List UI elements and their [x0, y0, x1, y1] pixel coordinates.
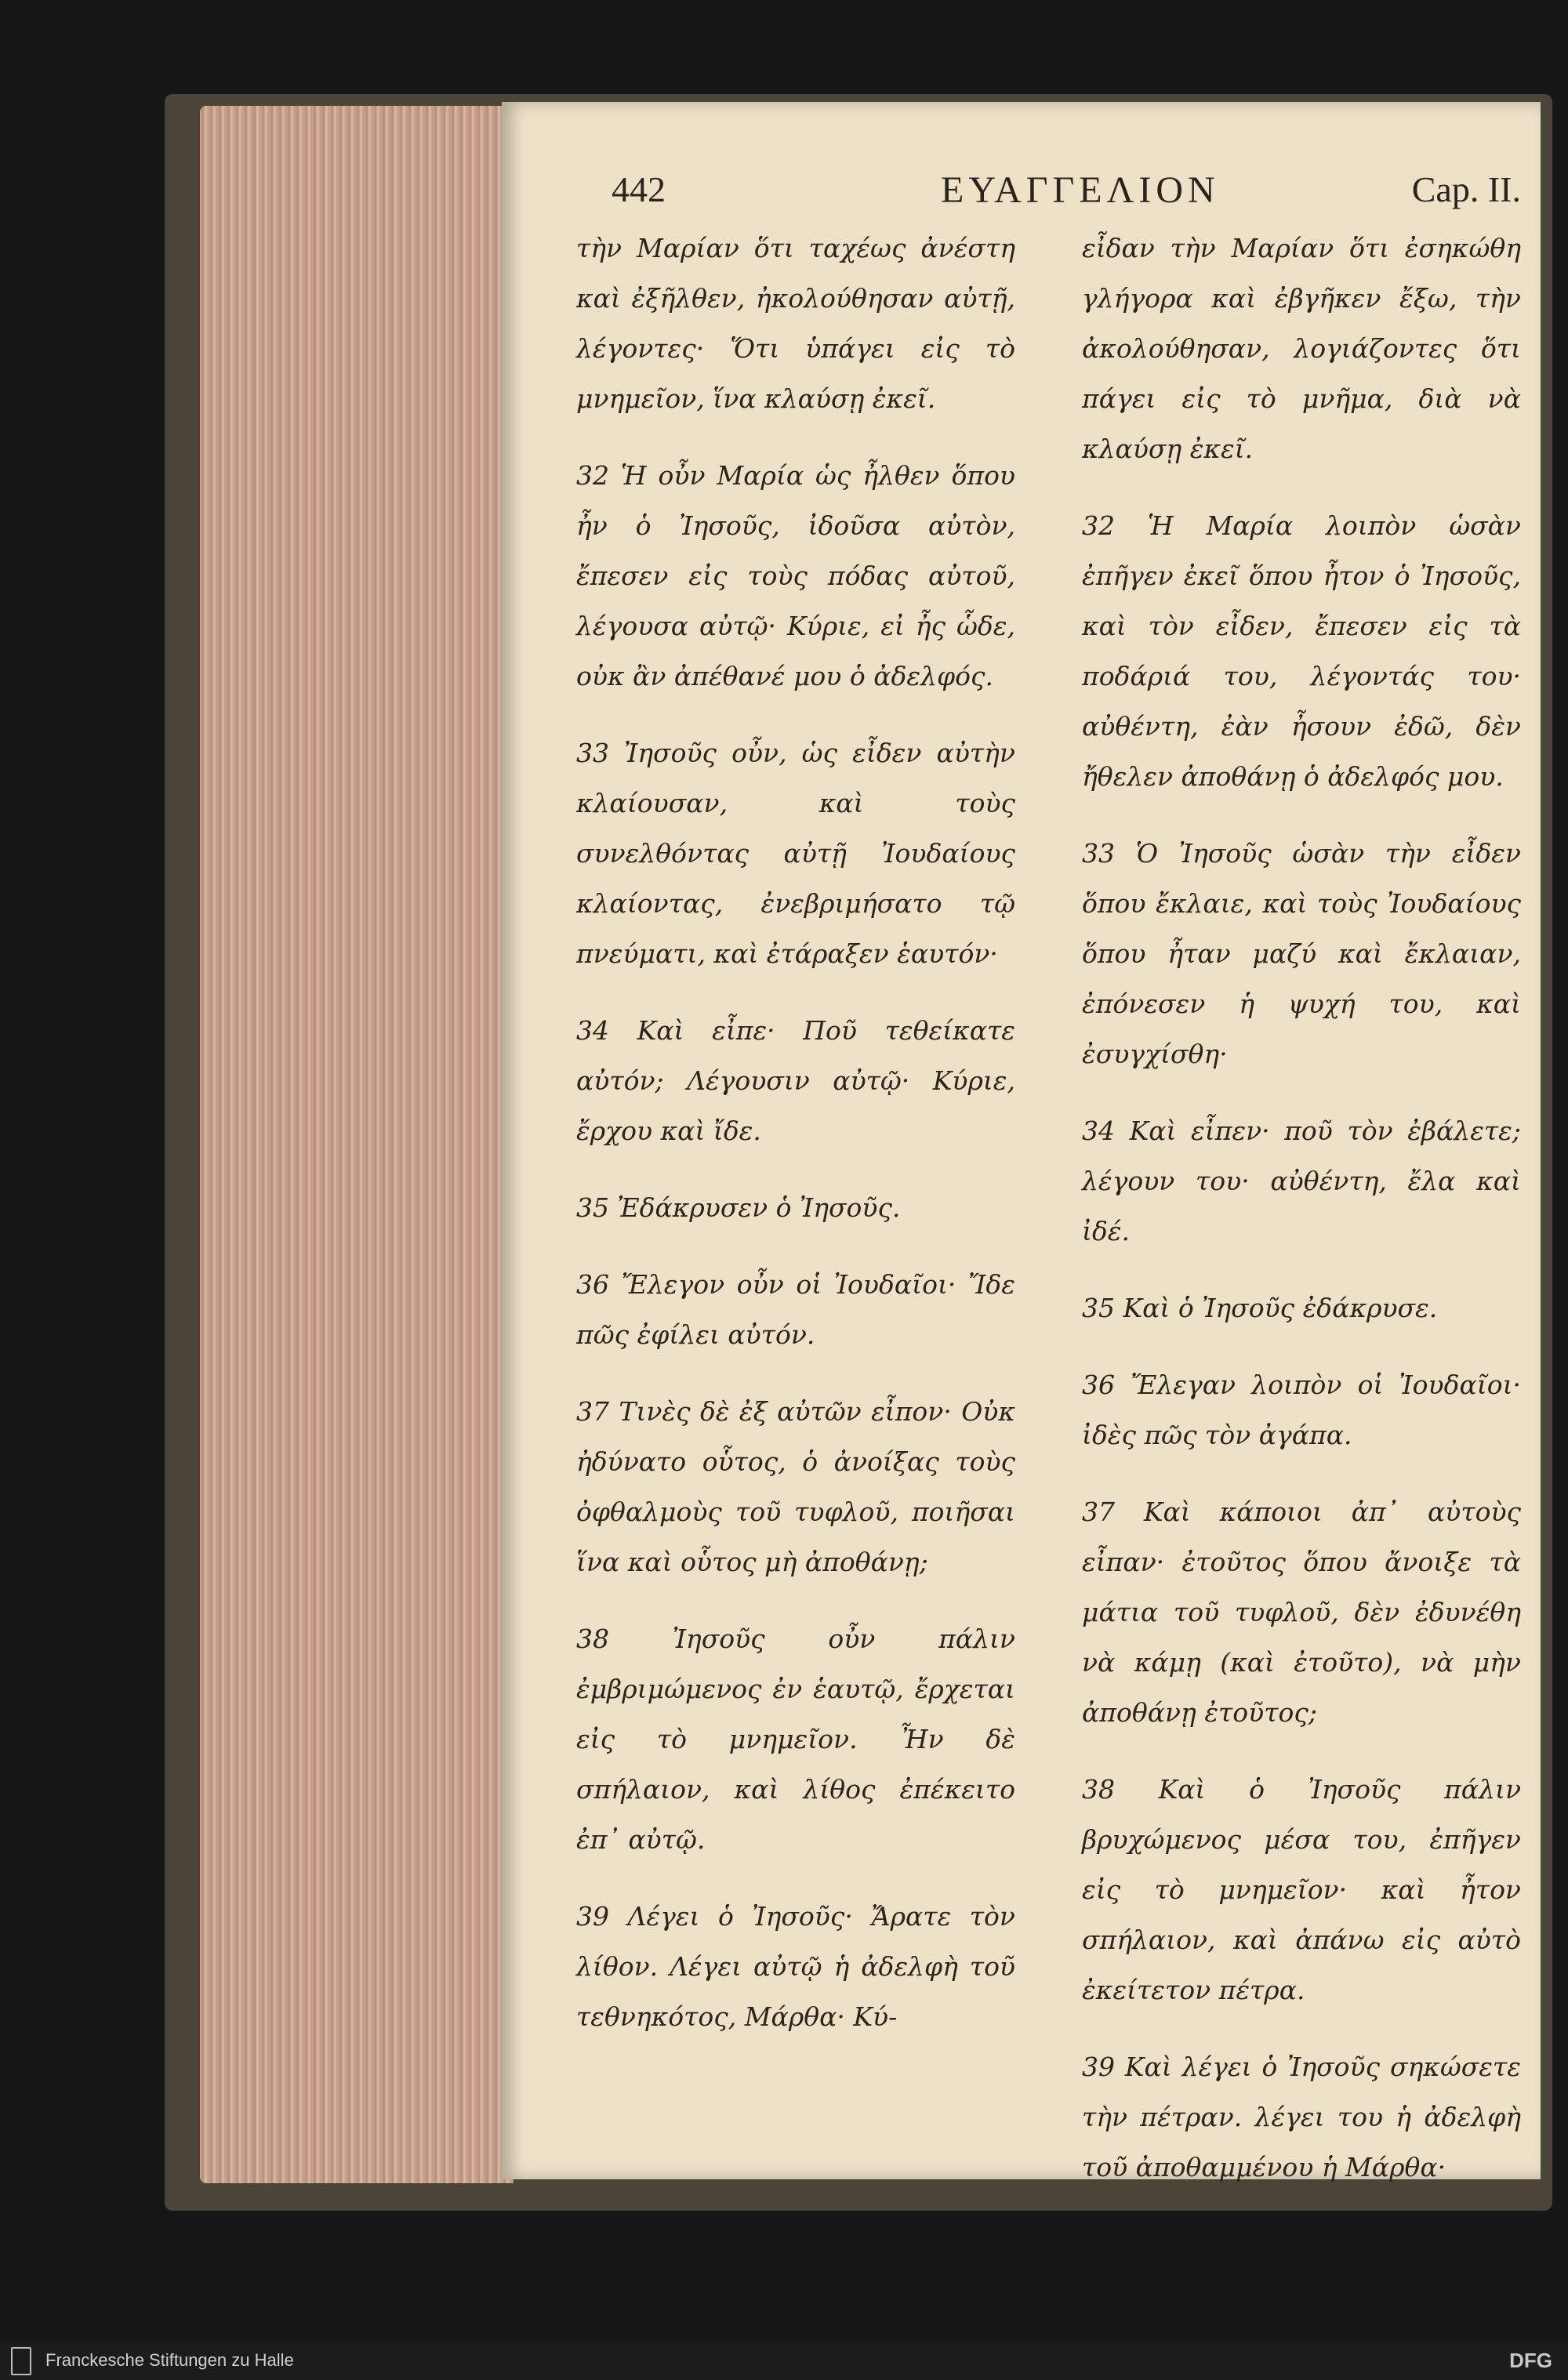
verse-32: 32 Ἡ Μαρία λοιπὸν ὡσὰν ἐπῆγεν ἐκεῖ ὅπου ἦτον ὁ Ἰησοῦς, καὶ τὸν εἶδεν, ἔπεσεν εἰς τὰ ποδάριά του, λέγοντάς του· αὐθέντη, ἐὰν ἦσουν ἐδῶ, δὲν ἤθελεν ἀποθάνῃ ὁ ἀδελφός μου.: [1082, 510, 1521, 792]
dfg-logo: DFG: [1509, 2349, 1552, 2372]
library-name: Franckesche Stiftungen zu Halle: [45, 2350, 294, 2370]
verse-39: 39 Λέγει ὁ Ἰησοῦς· Ἄρατε τὸν λίθον. Λέγει αὐτῷ ἡ ἀδελφὴ τοῦ τεθνηκότος, Μάρθα· Κύ-: [576, 1901, 1015, 2032]
verse-35: 35 Ἐδάκρυσεν ὁ Ἰησοῦς.: [576, 1192, 901, 1223]
verse-34: 34 Καὶ εἶπε· Ποῦ τεθείκατε αὐτόν; Λέγουσιν αὐτῷ· Κύριε, ἔρχου καὶ ἴδε.: [576, 1015, 1015, 1146]
verse-33: 33 Ὁ Ἰησοῦς ὡσὰν τὴν εἶδεν ὅπου ἔκλαιε, καὶ τοὺς Ἰουδαίους ὅπου ἦταν μαζύ καὶ ἔκλαιαν, ἐπόνεσεν ἡ ψυχή του, καὶ ἐσυγχίσθη·: [1082, 838, 1521, 1069]
verse-35: 35 Καὶ ὁ Ἰησοῦς ἐδάκρυσε.: [1082, 1293, 1438, 1323]
library-logo-icon: [11, 2347, 31, 2375]
verse-32: 32 Ἡ οὖν Μαρία ὡς ἦλθεν ὅπου ἦν ὁ Ἰησοῦς, ἰδοῦσα αὐτὸν, ἔπεσεν εἰς τοὺς πόδας αὐτοῦ, λέγουσα αὐτῷ· Κύριε, εἰ ἦς ὧδε, οὐκ ἂν ἀπέθανέ μου ὁ ἀδελφός.: [576, 460, 1015, 691]
verse-38: 38 Ἰησοῦς οὖν πάλιν ἐμβριμώμενος ἐν ἑαυτῷ, ἔρχεται εἰς τὸ μνημεῖον. Ἦν δὲ σπήλαιον, καὶ λίθος ἐπέκειτο ἐπ᾽ αὐτῷ.: [576, 1624, 1015, 1855]
right-column-modern-greek: [1082, 223, 1521, 2219]
verse-38: 38 Καὶ ὁ Ἰησοῦς πάλιν βρυχώμενος μέσα του, ἐπῆγεν εἰς τὸ μνημεῖον· καὶ ἦτον σπήλαιον, καὶ ἀπάνω εἰς αὐτὸ ἐκείτετον πέτρα.: [1082, 1774, 1521, 2005]
verse-37: 37 Τινὲς δὲ ἐξ αὐτῶν εἶπον· Οὐκ ἠδύνατο οὗτος, ὁ ἀνοίξας τοὺς ὀφθαλμοὺς τοῦ τυφλοῦ, ποιῆσαι ἵνα καὶ οὗτος μὴ ἀποθάνῃ;: [576, 1396, 1015, 1577]
page-number: 442: [612, 169, 666, 209]
text-block: τὴν Μαρίαν ὅτι ταχέως ἀνέστη καὶ ἐξῆλθεν, ἠκολούθησαν αὐτῇ, λέγοντες· Ὅτι ὑπάγει εἰς τὸ μνημεῖον, ἵνα κλαύσῃ ἐκεῖ.: [576, 233, 1015, 414]
verse-33: 33 Ἰησοῦς οὖν, ὡς εἶδεν αὐτὴν κλαίουσαν, καὶ τοὺς συνελθόντας αὐτῇ Ἰουδαίους κλαίοντας, ἐνεβριμήσατο τῷ πνεύματι, καὶ ἐτάραξεν ἑαυτόν·: [576, 738, 1015, 969]
running-head: [612, 169, 1537, 223]
footer-bar: [0, 2341, 1568, 2380]
chapter-label: Cap. II.: [1411, 169, 1521, 209]
verse-34: 34 Καὶ εἶπεν· ποῦ τὸν ἐβάλετε; λέγουν του· αὐθέντη, ἔλα καὶ ἰδέ.: [1082, 1116, 1521, 1246]
page-edges: [200, 106, 514, 2183]
verse-36: 36 Ἔλεγον οὖν οἱ Ἰουδαῖοι· Ἴδε πῶς ἐφίλει αὐτόν.: [576, 1269, 1015, 1350]
running-title: ΕΥΑΓΓΕΛΙΟΝ: [941, 169, 1220, 211]
left-column-ancient-greek: [576, 223, 1015, 2069]
verse-37: 37 Καὶ κάποιοι ἀπ᾽ αὐτοὺς εἶπαν· ἐτοῦτος ὅπου ἄνοιξε τὰ μάτια τοῦ τυφλοῦ, δὲν ἐδυνέθη νὰ κάμῃ (καὶ ἐτοῦτο), νὰ μὴν ἀποθάνῃ ἐτοῦτος;: [1082, 1497, 1521, 1728]
verse-36: 36 Ἔλεγαν λοιπὸν οἱ Ἰουδαῖοι· ἰδὲς πῶς τὸν ἀγάπα.: [1082, 1370, 1521, 1450]
book-page: [502, 102, 1541, 2182]
verse-39: 39 Καὶ λέγει ὁ Ἰησοῦς σηκώσετε τὴν πέτραν. λέγει του ἡ ἀδελφὴ τοῦ ἀποθαμμένου ἡ Μάρθα·: [1082, 2052, 1521, 2182]
text-block: εἶδαν τὴν Μαρίαν ὅτι ἐσηκώθη γλήγορα καὶ ἐβγῆκεν ἔξω, τὴν ἀκολούθησαν, λογιάζοντες ὅτι πάγει εἰς τὸ μνῆμα, διὰ νὰ κλαύσῃ ἐκεῖ.: [1082, 233, 1521, 464]
